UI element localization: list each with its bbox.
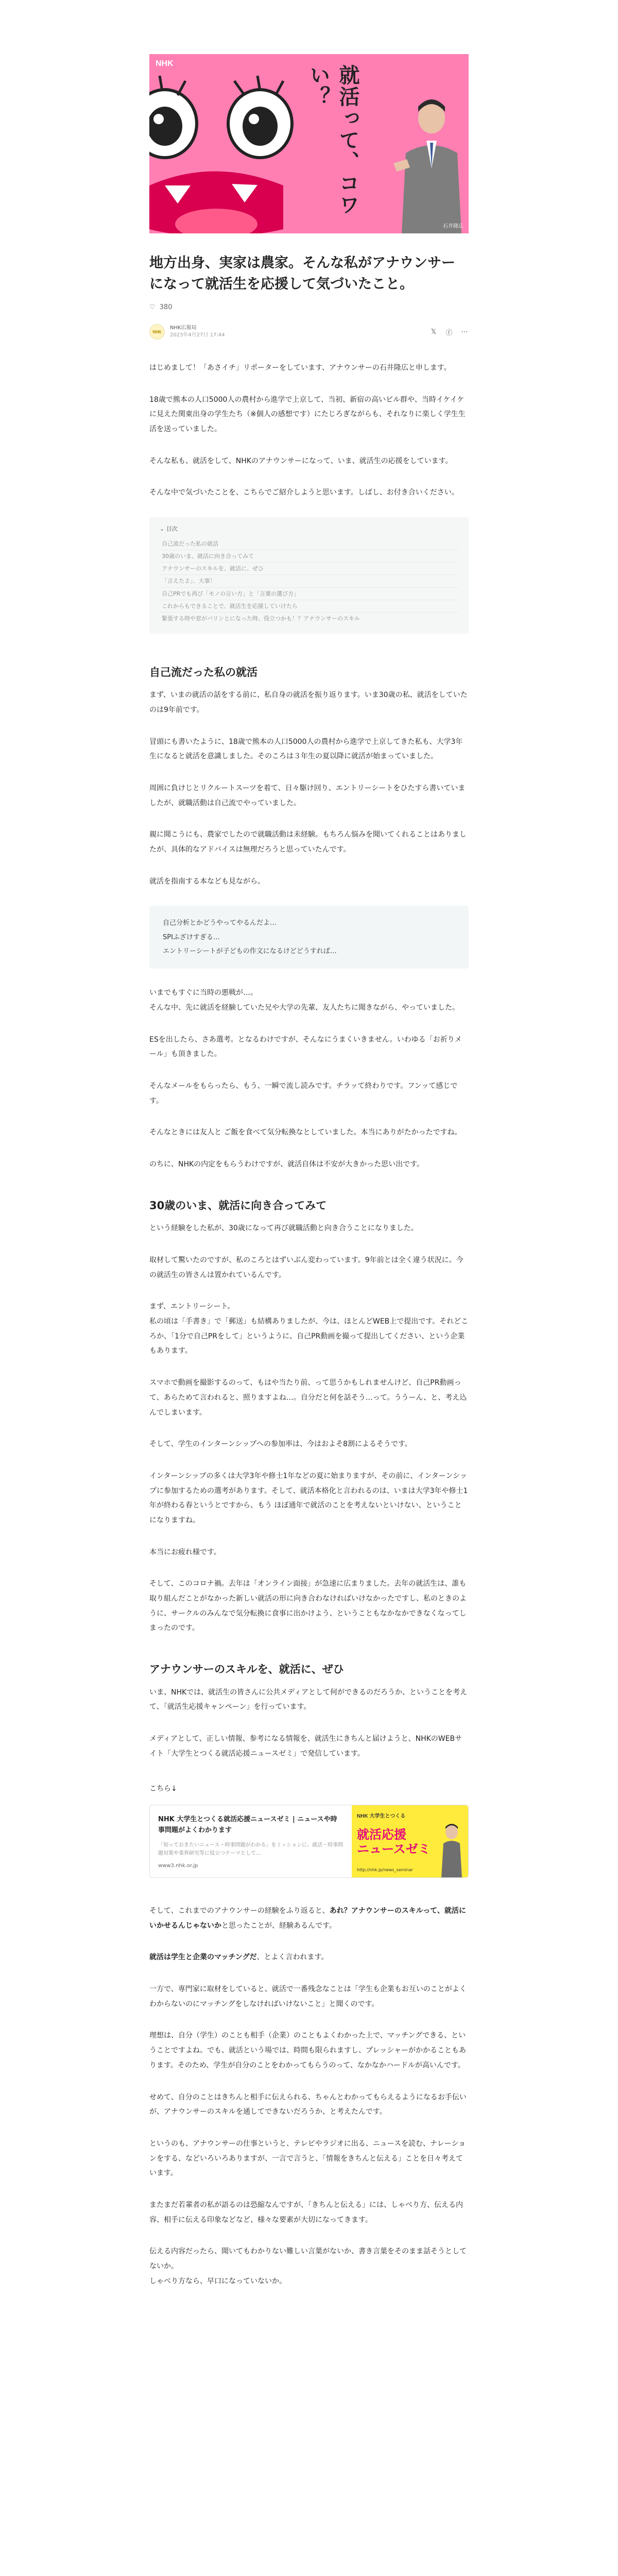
paragraph: こちら↓ bbox=[149, 1785, 177, 1793]
paragraph: というのも、アナウンサーの仕事というと、テレビやラジオに出る、ニュースを読む、ナレーションをする、などいろいろありますが、一言で言うと、「情報をきちんと伝える」ことを日々考えています。 bbox=[149, 2139, 466, 2178]
paragraph: そして、学生のインターンシップへの参加率は、今はおよそ8割によるそうです。 bbox=[149, 1440, 412, 1449]
bold-text: あれ？アナウンサーのスキルって、就活にいかせるんじゃないか bbox=[149, 1907, 466, 1930]
avatar[interactable] bbox=[149, 324, 165, 340]
paragraph: まず、いまの就活の話をする前に、私自身の就活を振り返ります。いま30歳の私、就活をしていたのは9年前です。 bbox=[149, 691, 468, 714]
section-heading: 30歳のいま、就活に向き合ってみて bbox=[149, 1199, 327, 1212]
section-heading: 自己流だった私の就活 bbox=[149, 666, 258, 679]
paragraph: そんなメールをもらったら、もう、一瞬で流し読みです。チラッて終わりです。フンッて感じです。 bbox=[149, 1082, 458, 1105]
thumbnail-tag: NHK 大学生とつくる bbox=[357, 1814, 406, 1820]
more-options-icon[interactable]: ⋯ bbox=[461, 328, 468, 336]
paragraph: 一方で、専門家に取材をしていると、就活で一番残念なことは「学生も企業もお互いのことがよくわからないのにマッチングをしなければいけないこと」と聞くのです。 bbox=[149, 1985, 467, 2008]
announcer-photo bbox=[391, 91, 469, 233]
lead-paragraph: 18歳で熊本の人口5000人の農村から進学で上京して、当初、新宿の高いビル群や、当時イケイケに見えた関東出身の学生たち（※個人の感想です）にたじろぎながらも、それなりに楽しく学生生活を送っていました。 bbox=[149, 395, 466, 434]
likes-row bbox=[149, 302, 469, 312]
paragraph: そんなときには友人と ご飯を食べて気分転換なとしていました。本当にありがたかったですね。 bbox=[149, 1128, 462, 1137]
table-of-contents bbox=[149, 517, 469, 634]
post-date: 2023年4月27日 17:44 bbox=[170, 332, 225, 338]
text-span: 、とよく言われます。 bbox=[256, 1953, 329, 1962]
paragraph: のちに、NHKの内定をもらうわけですが、就活自体は不安が大きかった思い出です。 bbox=[149, 1160, 424, 1169]
toc-item[interactable]: 自己PRでも再び「モノの言い方」と「言葉の選び方」 bbox=[160, 588, 458, 600]
paragraph: 取材して驚いたのですが、私のころとはずいぶん変わっています。9年前とは全く違う状況に。今の就活生の皆さんは置かれているんです。 bbox=[149, 1256, 464, 1279]
section-heading: アナウンサーのスキルを、就活に、ぜひ bbox=[149, 1663, 344, 1676]
paragraph: 冒頭にも書いたように、18歳で熊本の人口5000人の農村から進学で上京してきた私も、大学3年生になると就活を意識しました。そのころは３年生の夏以降に就活が始まっていました。 bbox=[149, 737, 463, 761]
toc-heading[interactable] bbox=[160, 524, 458, 533]
paragraph: いまでもすぐに当時の悪戦が…。 そんな中、先に就活を経験していた兄や大学の先輩、友人たちに聞きながら、やっていました。 bbox=[149, 989, 459, 1012]
toc-item[interactable]: 自己流だった私の就活 bbox=[160, 538, 458, 550]
quote-line: SPIふざけすぎる… bbox=[163, 933, 220, 941]
share-buttons bbox=[430, 328, 469, 336]
article-body bbox=[149, 665, 469, 2289]
x-share-icon[interactable]: 𝕏 bbox=[431, 328, 437, 336]
likes-count: 380 bbox=[159, 303, 173, 311]
link-card-news-seminar[interactable] bbox=[149, 1805, 469, 1878]
link-card-description: 「知っておきたいニュース・時事問題がわかる」をミッションに、就活・時事問題対策や業界研究等に役立つテーマとして… bbox=[158, 1842, 344, 1856]
paragraph: ESを出したら、さあ選考。となるわけですが、そんなにうまくいきません。いわゆる「お祈りメール」も頂きました。 bbox=[149, 1035, 462, 1059]
hero-vertical-text: 就活って、コワい？ bbox=[306, 64, 359, 216]
toc-item[interactable]: アナウンサーのスキルを、就活に、ぜひ bbox=[160, 563, 458, 575]
link-card-title: NHK 大学生とつくる就活応援ニュースゼミ | ニュースや時事問題がよくわかります bbox=[158, 1816, 337, 1834]
paragraph: いま、NHKでは、就活生の皆さんに公共メディアとして何ができるのだろうか、ということを考えて、「就活生応援キャンペーン」を行っています。 bbox=[149, 1688, 468, 1711]
paragraph: インターンシップの多くは大学3年や修士1年などの夏に始まりますが、その前に、インターンシップに参加するための選考があります。そして、就活本格化と言われるのは、いまは大学3年や修士1年が終わる春というとですから、もう ほぼ通年で就活のことを考えないといけない、ということになりますね。 bbox=[149, 1471, 468, 1524]
author-row bbox=[149, 324, 469, 340]
lead-paragraph: そんな私も、就活をして、NHKのアナウンサーになって、いま、就活生の応援をしています。 bbox=[149, 456, 453, 465]
paragraph: まず、エントリーシート。 私の頃は「手書き」で「郵送」も結構ありましたが、今は、ほとんどWEB上で提出です。それどころか、「1分で自己PRをして」というように、自己PR動画を撮って提出してください、という企業もあります。 bbox=[149, 1302, 469, 1355]
article bbox=[149, 54, 469, 2306]
paragraph bbox=[149, 1904, 469, 1933]
toc-item[interactable]: これからもできることで、就活生を応援していけたら bbox=[160, 600, 458, 613]
hero-image bbox=[149, 54, 469, 233]
toc-item[interactable]: 30歳のいま、就活に向き合ってみて bbox=[160, 550, 458, 563]
paragraph: スマホで動画を撮影するのって、もはや当たり前、って思うかもしれませんけど、自己PR動画って、あらためて言われると、照りますよね…。自分だと何を話そう…って。ううーん、と、考え込んでしまいます。 bbox=[149, 1379, 467, 1417]
lead-paragraph: そんな中で気づいたことを、こちらでご紹介しようと思います。しばし、お付き合いください。 bbox=[149, 488, 459, 497]
text-span: そして、これまでのアナウンサーの経験をふり返ると、 bbox=[149, 1907, 330, 1916]
paragraph: 親に聞こうにも、農家でしたので就職活動は未経験。もちろん悩みを聞いてくれることはありましたが、具体的なアドバイスは無理だろうと思っていたんです。 bbox=[149, 831, 467, 854]
hero-caption: 石井隆広 bbox=[443, 224, 464, 229]
paragraph: 就活を指南する本なども見ながら。 bbox=[149, 877, 265, 886]
paragraph: メディアとして、正しい情報、参考になる情報を、就活生にきちんと届けようと、NHKのWEBサイト「大学生とつくる就活応援ニュースゼミ」で発信しています。 bbox=[149, 1734, 462, 1758]
link-card-url: www3.nhk.or.jp bbox=[158, 1862, 198, 1869]
paragraph: そして、このコロナ禍。去年は「オンライン面接」が急速に広まりました。去年の就活生は、誰も取り組んだことがなかった新しい就活の形に向き合わなければいけなかったですし、私のときのように、サークルのみんなで気分転換に食事に出かけよう、ということもなかなかできなくなってしまったのです。 bbox=[149, 1580, 467, 1633]
thumbnail-title: 就活応援 ニュースゼミ bbox=[357, 1827, 431, 1856]
facebook-share-icon[interactable]: ⓕ bbox=[445, 329, 453, 337]
text-span: と思ったことが、経験あるんです。 bbox=[221, 1921, 336, 1930]
paragraph: という経験をした私が、30歳になって再び就職活動と向き合うことになりました。 bbox=[149, 1224, 418, 1233]
author-name[interactable]: NHK広報局 bbox=[170, 325, 197, 331]
toc-heading-label: 目次 bbox=[166, 526, 178, 533]
link-card-text bbox=[150, 1805, 352, 1877]
link-card-thumbnail bbox=[352, 1805, 468, 1877]
toc-item[interactable]: 緊張する時や窓がバリンとになった時、役立つかも！？アナウンサーのスキル bbox=[162, 615, 360, 622]
paragraph: 理想は、自分（学生）のことも相手（企業）のこともよくわかった上で、マッチングできる、ということですよね。でも、就活という場では、時間も限られますし、プレッシャーがかかることもあります。そのため、学生が自分のことをわかってもらうのって、なかなかハードルが高いんです。 bbox=[149, 2031, 467, 2070]
paragraph: 本当にお疲れ様です。 bbox=[149, 1548, 221, 1556]
article-title: 地方出身、実家は農家。そんな私がアナウンサーになって就活生を応援して気づいたこと。 bbox=[149, 255, 455, 292]
bold-text: 就活は学生と企業のマッチングだ bbox=[149, 1953, 257, 1962]
thumbnail-person-photo bbox=[439, 1821, 464, 1877]
lead-paragraphs bbox=[149, 361, 469, 500]
paragraph bbox=[149, 1950, 469, 1965]
paragraph: 伝える内容だったら、聞いてもわかりない難しい言葉がないか、書き言葉をそのまま話そうとしてないか。 しゃべり方なら、早口になっていないか。 bbox=[149, 2247, 467, 2285]
lead-paragraph: はじめまして！「あさイチ」リポーターをしています、アナウンサーの石井隆広と申します。 bbox=[149, 364, 451, 372]
avatar-label: NHK bbox=[152, 329, 162, 334]
nhk-logo: NHK bbox=[156, 59, 174, 68]
paragraph: 周囲に負けじとリクルートスーツを着て、日々駆け回り、エントリーシートをひたすら書いていましたが、就職活動は自己流でやっていました。 bbox=[149, 784, 466, 807]
quote-line: エントリーシートが子どもの作文になるけどどうすれば… bbox=[163, 947, 337, 956]
author-meta bbox=[170, 325, 225, 339]
toc-item[interactable]: 「言えたよ」、大事！ bbox=[160, 575, 458, 587]
paragraph: せめて、自分のことはきちんと相手に伝えられる、ちゃんとわかってもらえるようになるお手伝いが、アナウンサーのスキルを通してできないだろうか、と考えたんです。 bbox=[149, 2093, 467, 2116]
heart-icon[interactable]: ♡ bbox=[149, 303, 156, 311]
chevron-down-icon: ⌄ bbox=[160, 526, 166, 533]
quote-line: 自己分析とかどうやってやるんだよ… bbox=[163, 919, 277, 927]
quote-block bbox=[149, 906, 469, 969]
paragraph: またまだ若輩者の私が語るのは恐縮なんですが、「きちんと伝える」には、しゃべり方、伝える内容、相手に伝える印象などなど、様々な要素が大切になってきます。 bbox=[149, 2200, 463, 2224]
thumbnail-url: http://nhk.jp/news_seminar bbox=[357, 1868, 413, 1873]
